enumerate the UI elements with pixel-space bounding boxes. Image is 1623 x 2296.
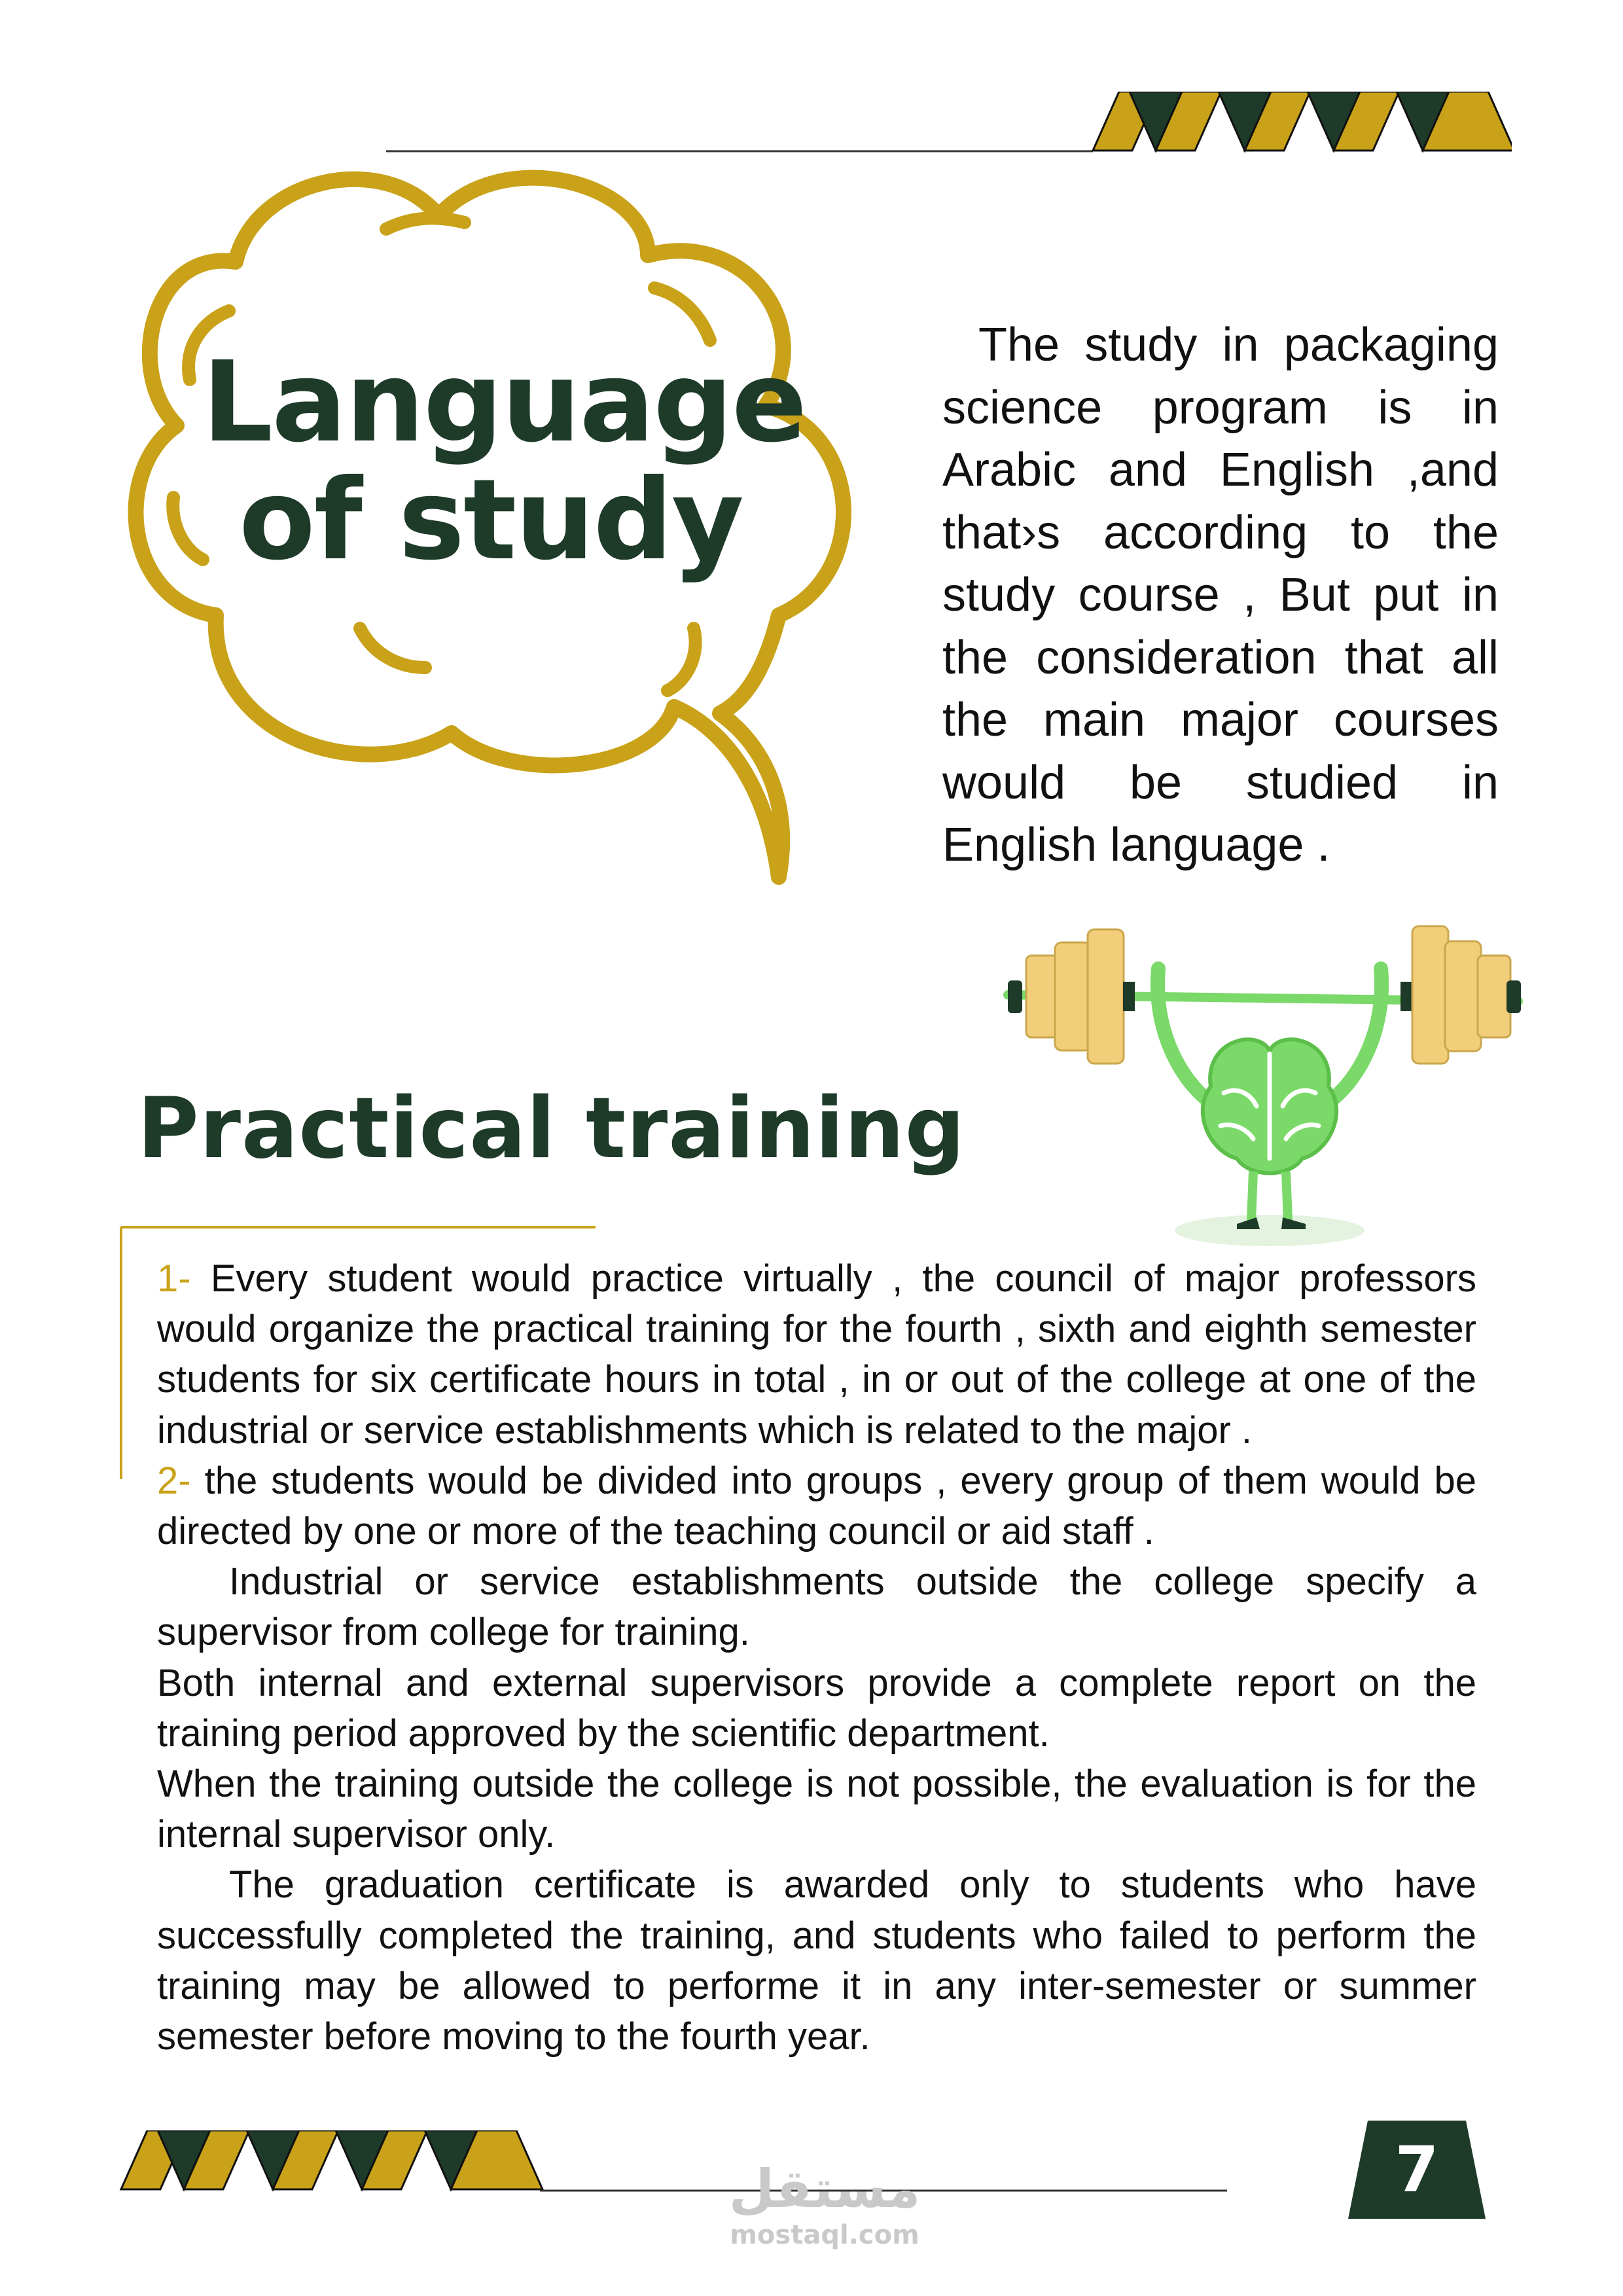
watermark (707, 2160, 942, 2251)
language-paragraph: The study in packaging science program is in Arabic and English ,and that›s according to the study course , But put in the consideration that all the main major courses would be studied in English language . (942, 319, 1499, 871)
watermark-site: mostaql.com (730, 2220, 919, 2250)
practical-training-title: Practical training (137, 1080, 966, 1177)
top-decoration (386, 92, 1512, 157)
page-number: 7 (1395, 2133, 1439, 2206)
triangle-pattern-icon (1093, 92, 1512, 151)
bottom-decoration (115, 2130, 1234, 2196)
language-title (190, 340, 818, 583)
item-number: 2- (157, 1459, 191, 1502)
report-paragraph: Both internal and external supervisors provide a complete report on the training period approved by the scientific department. (157, 1661, 1476, 1755)
graduation-paragraph: The graduation certificate is awarded only to students who have successfully completed the training, and students who failed to perform the training may be allowed to performe it in any inter-semester or summer semester before moving to the fourth year. (157, 1863, 1476, 2058)
training-item-2: 2- the students would be divided into groups , every group of them would be directed by one or more of the teaching council or aid staff . (157, 1459, 1476, 1553)
practical-training-body (157, 1253, 1476, 2062)
watermark-logo: مستقل (728, 2159, 921, 2219)
language-title-line1: Language (202, 338, 806, 467)
item-number: 1- (157, 1257, 191, 1300)
supervisor-paragraph: Industrial or service establishments outside the college specify a supervisor from college for training. (157, 1560, 1476, 1654)
training-item-1: 1- Every student would practice virtually , the council of major professors would organize the practical training for the fourth , sixth and eighth semester students for six certificate hours in total , in or out of the college at one of the industrial or service establishments which is related to the major . (157, 1257, 1476, 1452)
internal-paragraph: When the training outside the college is not possible, the evaluation is for the internal supervisor only. (157, 1763, 1476, 1856)
language-title-line2: of study (239, 456, 743, 585)
brain-lifting-barbell-icon (995, 897, 1531, 1250)
